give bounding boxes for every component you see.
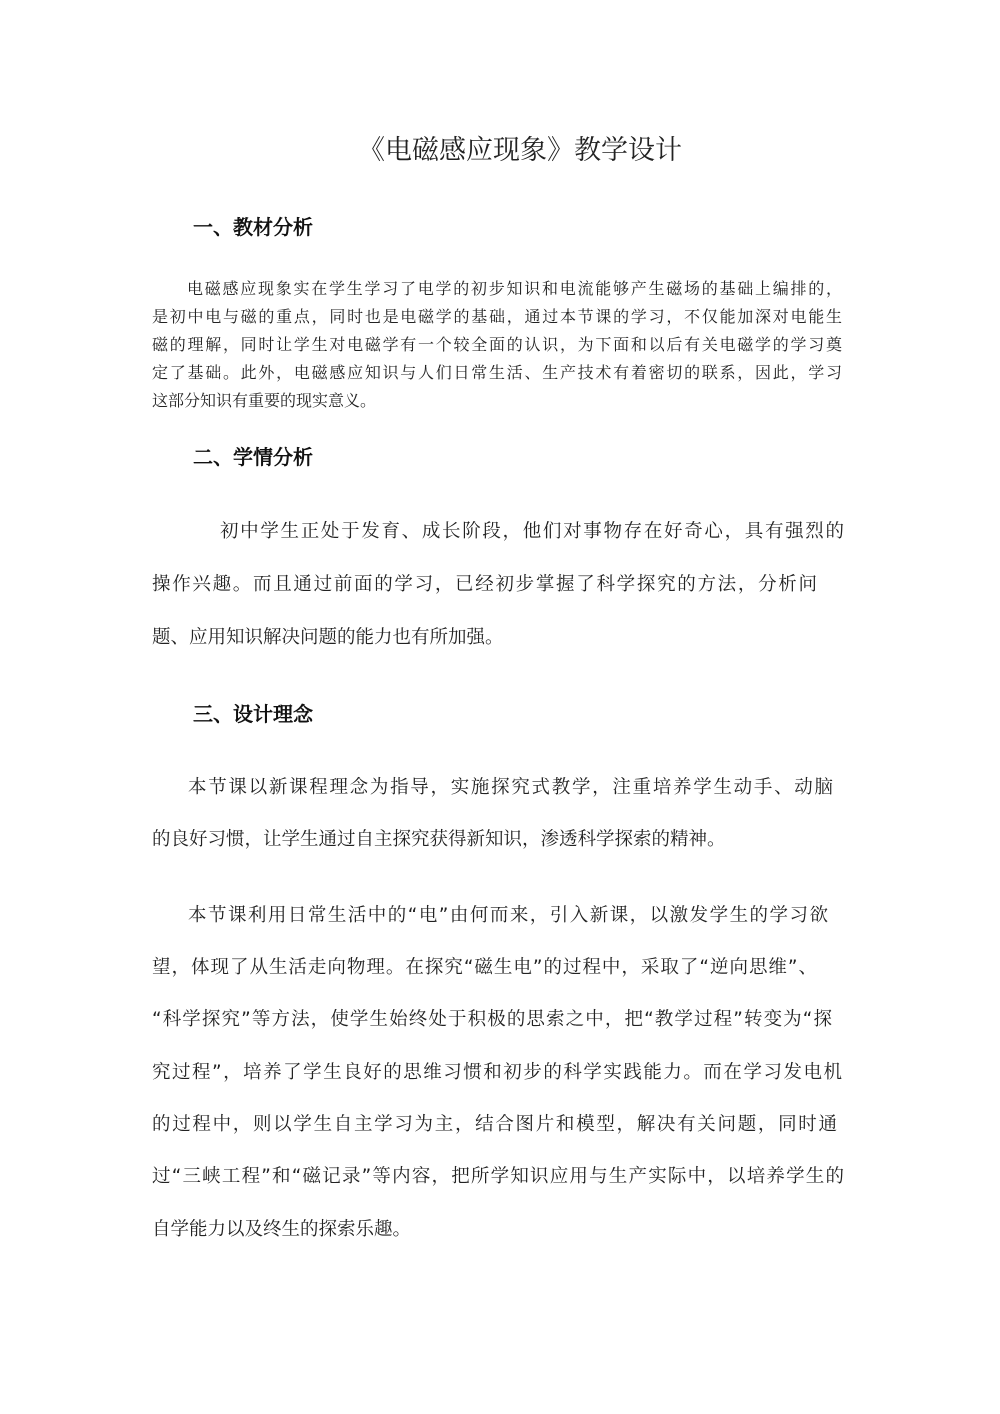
text-line: 初中学生正处于发育、成长阶段，他们对事物存在好奇心，具有强烈的 — [220, 521, 844, 542]
text-line: 磁的理解，同时让学生对电磁学有一个较全面的认识，为下面和以后有关电磁学的学习奠 — [152, 335, 842, 354]
document-title: 《电磁感应现象》教学设计 — [358, 135, 682, 166]
text-line: 的过程中，则以学生自主学习为主，结合图片和模型，解决有关问题，同时通 — [152, 1114, 837, 1135]
text-line: 望，体现了从生活走向物理。在探究“磁生电”的过程中，采取了“逆向思维”、 — [152, 957, 817, 978]
text-line: 是初中电与磁的重点，同时也是电磁学的基础，通过本节课的学习，不仅能加深对电能生 — [152, 307, 842, 326]
section-heading: 二、学情分析 — [193, 445, 313, 469]
text-line: 的良好习惯，让学生通过自主探究获得新知识，渗透科学探索的精神。 — [152, 829, 726, 850]
text-line: 本节课以新课程理念为指导，实施探究式教学，注重培养学生动手、动脑 — [188, 777, 833, 798]
text-line: 本节课利用日常生活中的“电”由何而来，引入新课，以激发学生的学习欲 — [188, 905, 828, 926]
text-line: 操作兴趣。而且通过前面的学习，已经初步掌握了科学探究的方法，分析问 — [152, 574, 817, 595]
text-line: 自学能力以及终生的探索乐趣。 — [152, 1219, 412, 1240]
text-line: 这部分知识有重要的现实意义。 — [152, 391, 377, 410]
text-line: 题、应用知识解决问题的能力也有所加强。 — [152, 627, 504, 648]
text-line: 过“三峡工程”和“磁记录”等内容，把所学知识应用与生产实际中，以培养学生的 — [152, 1166, 844, 1187]
section-heading: 一、教材分析 — [193, 215, 313, 239]
text-line: 究过程”，培养了学生良好的思维习惯和初步的科学实践能力。而在学习发电机 — [152, 1062, 842, 1083]
text-line: “科学探究”等方法，使学生始终处于积极的思索之中，把“教学过程”转变为“探 — [152, 1009, 832, 1030]
text-line: 定了基础。此外，电磁感应知识与人们日常生活、生产技术有着密切的联系，因此，学习 — [152, 363, 842, 382]
text-line: 电磁感应现象实在学生学习了电学的初步知识和电流能够产生磁场的基础上编排的， — [187, 279, 842, 298]
section-heading: 三、设计理念 — [193, 702, 313, 726]
